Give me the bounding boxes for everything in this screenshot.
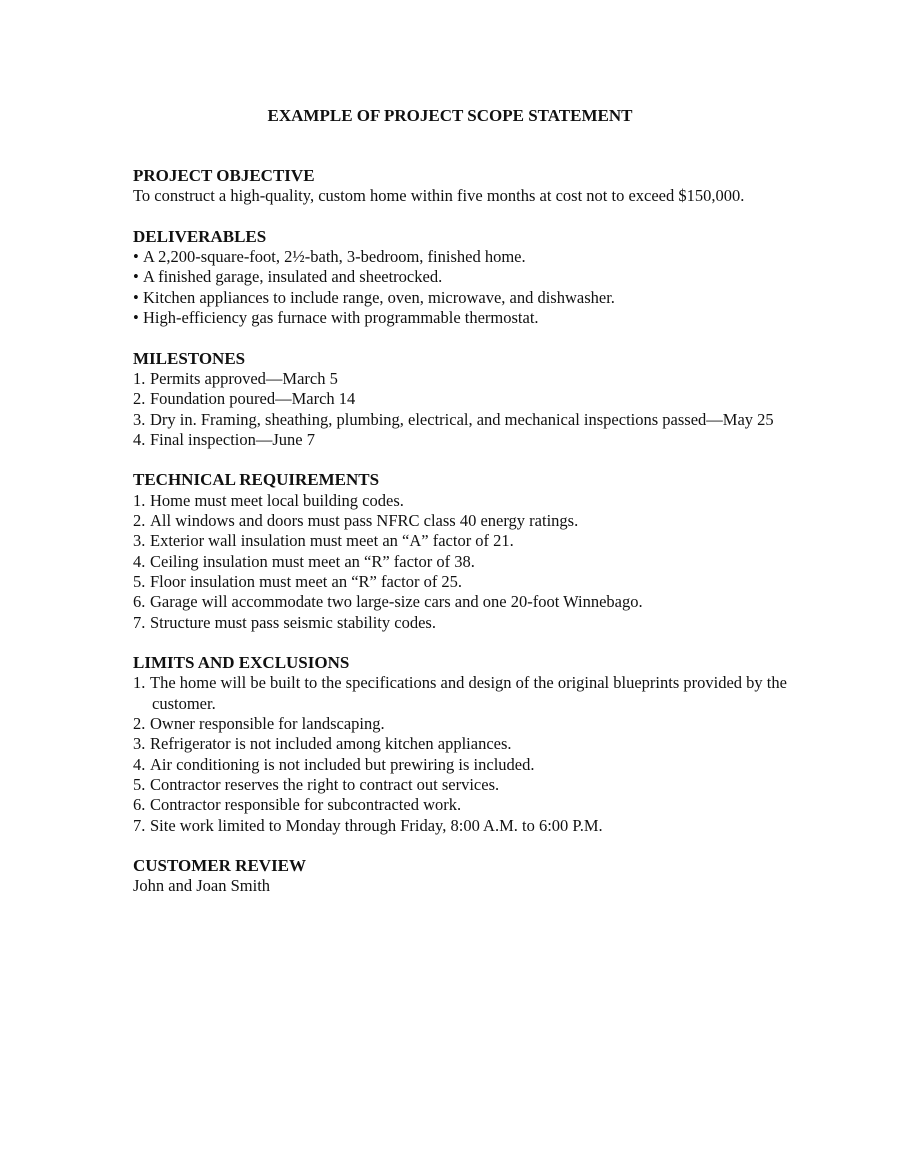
- objective-text: To construct a high-quality, custom home within five months at cost not to exceed $150,000.: [133, 186, 745, 206]
- list-item-text: A 2,200-square-foot, 2½-bath, 3-bedroom, finished home.: [143, 247, 526, 267]
- list-item: [133, 755, 833, 775]
- list-item-text: Kitchen appliances to include range, oven, microwave, and dishwasher.: [143, 287, 615, 307]
- deliverables-list: [133, 247, 833, 328]
- list-item-text: Contractor reserves the right to contract out services.: [150, 774, 500, 794]
- list-item-text: Home must meet local building codes.: [150, 490, 404, 510]
- list-item: [133, 369, 833, 389]
- list-item: [133, 816, 833, 836]
- list-item-text: Air conditioning is not included but prewiring is included.: [150, 754, 535, 774]
- section-heading: CUSTOMER REVIEW: [133, 856, 307, 876]
- list-item-text: Refrigerator is not included among kitchen appliances.: [150, 734, 512, 754]
- list-item: [133, 511, 833, 531]
- list-item-text: Exterior wall insulation must meet an “A” factor of 21.: [150, 531, 514, 551]
- bullet-icon: •: [133, 308, 139, 328]
- item-number: 1.: [133, 490, 146, 510]
- bullet-icon: •: [133, 267, 139, 287]
- list-item: [133, 552, 833, 572]
- list-item-text: A finished garage, insulated and sheetrocked.: [143, 267, 443, 287]
- list-item-text: The home will be built to the specifications and design of the original blueprints provided by the customer.: [150, 673, 787, 713]
- list-item-text: Permits approved—March 5: [150, 368, 338, 388]
- list-item: [133, 572, 833, 592]
- list-item-text: Floor insulation must meet an “R” factor of 25.: [150, 571, 463, 591]
- list-item-text: Dry in. Framing, sheathing, plumbing, electrical, and mechanical inspections passed—May 25: [150, 409, 774, 429]
- customer-names: John and Joan Smith: [133, 876, 271, 896]
- list-item: [133, 714, 833, 734]
- section-heading: DELIVERABLES: [133, 226, 267, 246]
- bullet-icon: •: [133, 247, 139, 267]
- list-item: [133, 308, 833, 328]
- list-item: [133, 613, 833, 633]
- list-item-text: High-efficiency gas furnace with programmable thermostat.: [143, 308, 539, 328]
- item-number: 2.: [133, 511, 146, 531]
- section-heading: LIMITS AND EXCLUSIONS: [133, 653, 350, 673]
- item-number: 1.: [133, 368, 146, 388]
- list-item: [133, 592, 833, 612]
- list-item: [133, 734, 833, 754]
- limits-list: [133, 673, 833, 835]
- list-item-text: Site work limited to Monday through Friday, 8:00 A.M. to 6:00 P.M.: [150, 815, 603, 835]
- item-number: 3.: [133, 409, 146, 429]
- list-item: [133, 389, 833, 409]
- section-heading: MILESTONES: [133, 348, 246, 368]
- list-item: [133, 491, 833, 511]
- list-item: [133, 430, 833, 450]
- list-item-text: Foundation poured—March 14: [150, 389, 356, 409]
- bullet-icon: •: [133, 287, 139, 307]
- list-item-text: Garage will accommodate two large-size cars and one 20-foot Winnebago.: [150, 592, 643, 612]
- list-item-text: Structure must pass seismic stability codes.: [150, 612, 436, 632]
- list-item: [133, 775, 833, 795]
- technical-requirements-list: [133, 491, 833, 633]
- list-item: [133, 531, 833, 551]
- list-item: [133, 673, 833, 714]
- item-number: 4.: [133, 429, 146, 449]
- item-number: 4.: [133, 754, 146, 774]
- section-technical-requirements: [133, 470, 833, 632]
- list-item: [133, 267, 833, 287]
- section-project-objective: [133, 166, 833, 207]
- milestones-list: [133, 369, 833, 450]
- list-item: [133, 288, 833, 308]
- item-number: 2.: [133, 389, 146, 409]
- document-body: [133, 166, 833, 917]
- item-number: 7.: [133, 815, 146, 835]
- item-number: 7.: [133, 612, 146, 632]
- list-item-text: Final inspection—June 7: [150, 429, 315, 449]
- list-item-text: Ceiling insulation must meet an “R” factor of 38.: [150, 551, 475, 571]
- item-number: 4.: [133, 551, 146, 571]
- section-limits-and-exclusions: [133, 653, 833, 836]
- section-milestones: [133, 349, 833, 450]
- item-number: 3.: [133, 734, 146, 754]
- list-item-text: All windows and doors must pass NFRC class 40 energy ratings.: [150, 511, 579, 531]
- item-number: 2.: [133, 714, 146, 734]
- document-title: EXAMPLE OF PROJECT SCOPE STATEMENT: [267, 106, 633, 125]
- list-item-text: Contractor responsible for subcontracted work.: [150, 795, 462, 815]
- section-heading: PROJECT OBJECTIVE: [133, 166, 315, 185]
- item-number: 5.: [133, 774, 146, 794]
- item-number: 1.: [133, 673, 146, 693]
- section-customer-review: [133, 856, 833, 897]
- list-item-text: Owner responsible for landscaping.: [150, 714, 385, 734]
- item-number: 6.: [133, 795, 146, 815]
- list-item: [133, 795, 833, 815]
- list-item: [133, 247, 833, 267]
- section-heading: TECHNICAL REQUIREMENTS: [133, 470, 380, 490]
- item-number: 6.: [133, 592, 146, 612]
- section-deliverables: [133, 227, 833, 328]
- list-item: [133, 410, 833, 430]
- item-number: 5.: [133, 571, 146, 591]
- item-number: 3.: [133, 531, 146, 551]
